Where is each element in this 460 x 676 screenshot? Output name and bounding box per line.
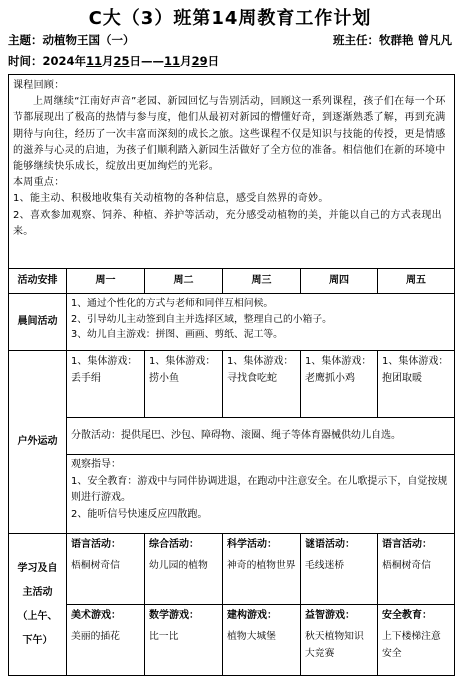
review-cell (9, 75, 455, 269)
theme-row (8, 32, 452, 50)
plan-table (8, 74, 455, 676)
outdoor-games-row (9, 351, 455, 418)
outdoor-scattered-row (9, 418, 455, 455)
activity-body: 美丽的插花 (71, 630, 120, 642)
outdoor-label: 户外运动 (9, 351, 67, 534)
review-heading: 课程回顾： (13, 80, 65, 91)
study-label-line: 学习及自 (17, 562, 58, 574)
theme-value: 动植物王国（一） (42, 33, 135, 47)
obs-item-1: 1、安全教育：游戏中与同伴协调进退，在跑动中注意安全。在儿歌提示下，自觉按规则进行游戏。 (71, 475, 448, 503)
outdoor-game-name: 抱团取暖 (382, 373, 422, 384)
activity-body: 比一比 (149, 630, 179, 642)
outdoor-observation (67, 455, 455, 534)
morning-line: 1、通过个性化的方式与老师和同伴互相问候。 (71, 298, 274, 309)
time-year: 2024年 (42, 54, 87, 68)
outdoor-game-num: 1、集体游戏： (149, 356, 216, 367)
header-row (9, 269, 455, 294)
study-label-line: 主活动 (22, 586, 53, 598)
activity-title: 语言活动： (71, 539, 121, 550)
outdoor-game-num: 1、集体游戏： (305, 356, 372, 367)
study-activity (67, 534, 145, 605)
header-day: 周一 (67, 269, 145, 294)
page-title: C大（3）班第14周教育工作计划 (88, 8, 372, 29)
study-activity (67, 605, 145, 676)
outdoor-game (67, 351, 145, 418)
study-activity (378, 534, 455, 605)
outdoor-game (301, 351, 378, 418)
activity-body: 植物大城堡 (227, 630, 276, 642)
header-activity: 活动安排 (9, 269, 67, 294)
review-row (9, 75, 455, 269)
outdoor-game-num: 1、集体游戏： (71, 356, 138, 367)
activity-title: 益智游戏： (305, 610, 355, 621)
outdoor-game (378, 351, 455, 418)
focus-heading: 本周重点： (13, 177, 65, 189)
outdoor-game (223, 351, 301, 418)
activity-title: 安全教育： (382, 610, 432, 621)
header-day: 周二 (145, 269, 223, 294)
study-activity (223, 534, 301, 605)
study-label-line: 下午） (22, 634, 53, 646)
morning-line: 2、引导幼儿主动签到自主并选择区域，整理自己的小箱子。 (71, 313, 332, 325)
study-label (9, 534, 67, 676)
outdoor-game-name: 丢手绢 (71, 373, 101, 384)
outdoor-game (145, 351, 223, 418)
header-day: 周四 (301, 269, 378, 294)
outdoor-game-num: 1、集体游戏： (227, 356, 294, 367)
activity-title: 数学游戏： (149, 610, 199, 621)
time-end-day-word: 日 (207, 54, 220, 68)
activity-title: 美术游戏： (71, 610, 121, 621)
teacher-value: 牧群艳 曾凡凡 (378, 33, 452, 47)
activity-title: 综合活动： (149, 539, 199, 550)
morning-row (9, 294, 455, 351)
review-paragraph: 上周继续“江南好声音”老园、新园回忆与告别活动，回顾这一系列课程，孩子们在每一个环节都展现出了极高的热情与参与度，他们从最初对新园的懵懂好奇，到逐渐熟悉了解，再到充满期待与向往，经历了一次丰富而深刻的成长之旅。这些课程不仅是知识与技能的传授，更是情感的滋养与心灵的启迪，为孩子们顺利踏入新园生活做好了全方位的准备。相信他们在新的环境中能够继续快乐成长，绽放出更加绚烂的光彩。 (13, 96, 446, 172)
morning-content (67, 294, 455, 351)
outdoor-game-name: 寻找食吃蛇 (227, 373, 277, 384)
time-month-word-1: 月 (102, 54, 114, 68)
teacher-label: 班主任： (332, 33, 379, 47)
header-day: 周三 (223, 269, 301, 294)
teacher (333, 32, 452, 48)
focus-item-2: 2、喜欢参加观察、饲养、种植、养护等活动，充分感受动植物的美，并能以自己的方式表现出来。 (13, 209, 442, 237)
study-activity (145, 534, 223, 605)
activity-title: 谜语活动： (305, 539, 355, 550)
time-start-month: 11 (86, 54, 103, 68)
study-row-2 (9, 605, 455, 676)
activity-body: 梧桐树奇信 (71, 559, 120, 571)
activity-body: 幼儿园的植物 (149, 559, 208, 571)
study-activity (301, 534, 378, 605)
morning-label: 晨间活动 (9, 294, 67, 351)
time-label: 时间： (8, 54, 43, 68)
outdoor-scattered: 分散活动：提供尾巴、沙包、障碍物、滚圈、绳子等体育器械供幼儿自选。 (67, 418, 455, 455)
morning-line: 3、幼儿自主游戏：拼图、画画、剪纸、泥工等。 (71, 329, 283, 341)
activity-body: 秋天植物知识大竞赛 (305, 630, 364, 659)
theme (8, 32, 135, 48)
study-activity (301, 605, 378, 676)
time-row (8, 53, 452, 71)
obs-item-2: 2、能听信号快速反应四散跑。 (71, 508, 208, 520)
outdoor-game-name: 捞小鱼 (149, 373, 179, 384)
time-end-month: 11 (164, 54, 181, 68)
study-activity (145, 605, 223, 676)
outdoor-game-name: 老鹰抓小鸡 (305, 373, 355, 384)
study-row-1 (9, 534, 455, 605)
theme-label: 主题： (8, 33, 43, 47)
study-activity (378, 605, 455, 676)
time-end-day: 29 (191, 54, 208, 68)
activity-body: 毛线迷桥 (305, 559, 345, 571)
outdoor-obs-row (9, 455, 455, 534)
study-label-line: （上午、 (17, 610, 58, 622)
activity-body: 上下楼梯注意安全 (382, 630, 441, 659)
focus-item-1: 1、能主动、积极地收集有关动植物的各种信息，感受自然界的奇妙。 (13, 193, 329, 205)
activity-title: 科学活动： (227, 539, 277, 550)
header-day: 周五 (378, 269, 455, 294)
time-day-word: 日—— (129, 54, 165, 68)
time-start-day: 25 (113, 54, 130, 68)
study-activity (223, 605, 301, 676)
activity-body: 神奇的植物世界 (227, 559, 296, 571)
activity-title: 语言活动： (382, 539, 432, 550)
time-month-word-2: 月 (180, 54, 192, 68)
outdoor-game-num: 1、集体游戏： (382, 356, 449, 367)
activity-title: 建构游戏： (227, 610, 277, 621)
obs-heading: 观察指导： (71, 459, 121, 470)
activity-body: 梧桐树奇信 (382, 559, 431, 571)
